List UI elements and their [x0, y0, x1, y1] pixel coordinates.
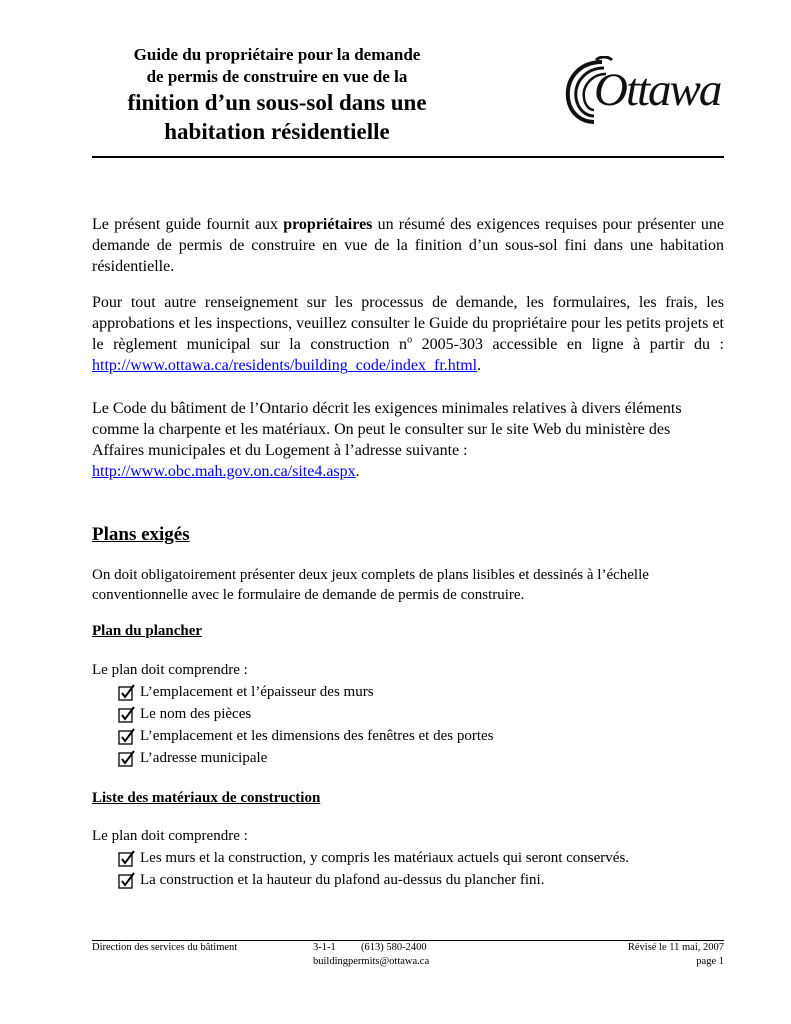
intro-p1-bold: propriétaires	[283, 216, 373, 233]
footer-code: 3-1-1	[313, 942, 336, 953]
list-item-text: L’emplacement et l’épaisseur des murs	[140, 684, 374, 700]
building-code-link[interactable]: http://www.ottawa.ca/residents/building_code/index_fr.html	[92, 357, 478, 374]
title-line-2: de permis de construire en vue de la	[146, 67, 408, 86]
footer-email: buildingpermits@ottawa.ca	[313, 956, 430, 967]
plans-intro: On doit obligatoirement présenter deux jeux complets de plans lisibles et dessinés à l’échelle conventionnelle avec le formulaire de demande de permis de construire.	[92, 567, 649, 603]
footer-page-number: page 1	[696, 956, 724, 967]
footer-revised-date: Révisé le 11 mai, 2007	[627, 942, 724, 953]
list-item-text: L’emplacement et les dimensions des fenêtres et des portes	[140, 728, 494, 744]
footer-department: Direction des services du bâtiment	[92, 942, 238, 953]
floor-plan-heading: Plan du plancher	[92, 623, 203, 639]
intro-p1-start: Le présent guide fournit aux	[92, 216, 284, 233]
materials-checklist	[118, 847, 629, 891]
intro-p3-text: Le Code du bâtiment de l’Ontario décrit les exigences minimales relatives à divers éléments comme la charpente et les matériaux. On peut le consulter sur le site Web du ministère des Affaires municipales et du Logement à l’adresse suivante :	[92, 400, 682, 459]
list-item-text: Les murs et la construction, y compris les matériaux actuels qui seront conservés.	[140, 850, 630, 866]
logo-wordmark: Ottawa	[594, 64, 721, 116]
intro-p3-end: .	[355, 463, 360, 480]
checked-box-icon	[118, 750, 135, 767]
footer-contact	[313, 941, 429, 969]
materials-lead: Le plan doit comprendre :	[92, 828, 248, 844]
intro-paragraph-2	[92, 292, 724, 376]
intro-paragraph-3	[92, 398, 724, 482]
intro-paragraph-1	[92, 214, 724, 277]
list-item	[118, 681, 494, 703]
intro-p2-text2: 2005-303 accessible en ligne à partir du :	[412, 336, 725, 353]
checked-box-icon	[118, 684, 135, 701]
floor-plan-checklist	[118, 681, 494, 769]
list-item-text: L’adresse municipale	[140, 750, 268, 766]
checked-box-icon	[118, 728, 135, 745]
header-divider	[92, 156, 724, 158]
checked-box-icon	[118, 850, 135, 867]
ottawa-logo	[560, 56, 730, 130]
footer-phone: (613) 580-2400	[361, 942, 427, 953]
intro-p2-text: Pour tout autre renseignement sur les processus de demande, les formulaires, les frais, les approbations et les inspections, veuillez consulter le Guide du propriétaire pour les petits projets et le règlement municipal sur la construction n	[92, 294, 724, 353]
title-line-1: Guide du propriétaire pour la demande	[133, 45, 421, 64]
intro-p1-end: un résumé des exigences requises pour présenter une demande de permis de construire en vue de la finition d’un sous-sol fini dans une habitation résidentielle.	[92, 216, 724, 275]
floor-plan-lead: Le plan doit comprendre :	[92, 662, 248, 678]
list-item	[118, 747, 494, 769]
materials-heading: Liste des matériaux de construction	[92, 790, 321, 806]
document-title	[92, 44, 462, 146]
intro-p2-end: .	[477, 357, 482, 374]
footer-revision	[628, 941, 724, 969]
title-line-3: finition d’un sous-sol dans une	[127, 90, 427, 115]
list-item	[118, 847, 629, 869]
plans-heading: Plans exigés	[92, 524, 190, 545]
checked-box-icon	[118, 872, 135, 889]
list-item	[118, 725, 494, 747]
list-item	[118, 869, 629, 891]
title-line-4: habitation résidentielle	[164, 119, 390, 144]
list-item-text: La construction et la hauteur du plafond au-dessus du plancher fini.	[140, 872, 545, 888]
intro-p2-superscript: o	[407, 334, 413, 346]
checked-box-icon	[118, 706, 135, 723]
obc-link[interactable]: http://www.obc.mah.gov.on.ca/site4.aspx	[92, 463, 356, 480]
list-item-text: Le nom des pièces	[140, 706, 252, 722]
list-item	[118, 703, 494, 725]
